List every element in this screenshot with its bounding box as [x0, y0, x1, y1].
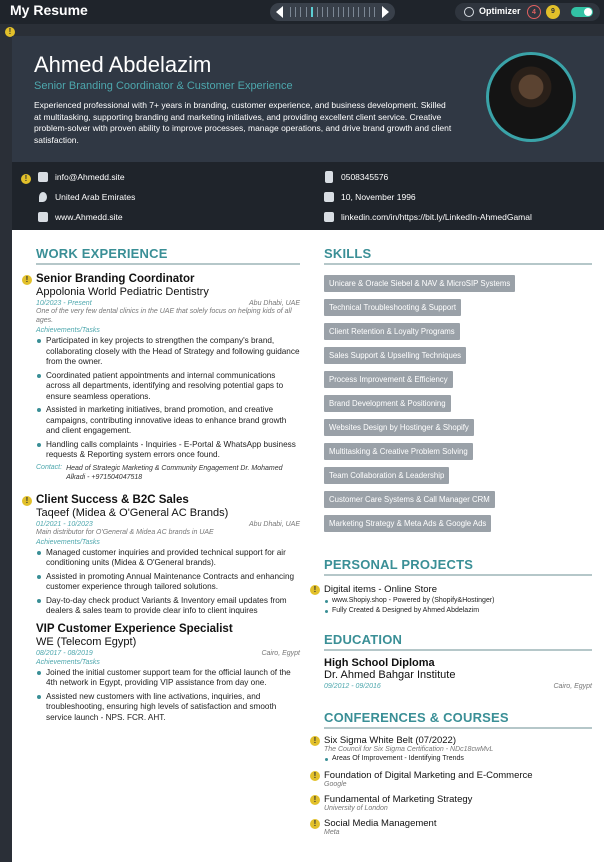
job-bullet: Assisted in marketing initiatives, brand promotion, and creative campaigns, contributing innovative ideas to enhance brand growth and client engagement.: [36, 405, 300, 437]
template-ticks[interactable]: [290, 7, 375, 17]
phone-text: 0508345576: [341, 172, 389, 182]
job-bullet: Assisted in promoting Annual Maintenance Contracts and enhancing customer experience through tailored solutions.: [36, 572, 300, 593]
skill-tag[interactable]: Sales Support & Upselling Techniques: [324, 347, 466, 364]
education-dates: 09/2012 - 09/2016: [324, 683, 381, 690]
optimizer-toggle[interactable]: [571, 7, 593, 17]
optimizer-control[interactable]: [455, 3, 600, 21]
job-title: VIP Customer Experience Specialist: [36, 622, 233, 635]
project-entry[interactable]: [313, 584, 592, 616]
warning-icon[interactable]: !: [21, 174, 31, 184]
candidate-name: Ahmed Abdelazim: [34, 52, 212, 77]
achievements-label: Achievements/Tasks: [36, 327, 100, 334]
job-dates: 08/2017 - 08/2019: [36, 649, 93, 657]
course-entry[interactable]: [313, 818, 592, 836]
cloud-icon: [464, 7, 474, 17]
job-bullet: Day-to-day check product Variants & Inventory email updates from dealers & sales team to provide clear info to client inquires: [36, 596, 300, 617]
email-icon: [38, 172, 48, 182]
skill-tag[interactable]: Technical Troubleshooting & Support: [324, 299, 461, 316]
job-entry[interactable]: [25, 493, 300, 617]
section-divider: [324, 574, 592, 576]
skill-tag[interactable]: Marketing Strategy & Meta Ads & Google Ads: [324, 515, 491, 532]
warning-icon[interactable]: !: [310, 819, 320, 829]
calendar-icon: [324, 192, 334, 202]
job-entry[interactable]: [36, 623, 300, 724]
course-provider: The Council for Six Sigma Certification - NDc18cwMvL: [324, 746, 494, 753]
skill-tag[interactable]: Customer Care Systems & Call Manager CRM: [324, 491, 495, 508]
location-text: United Arab Emirates: [55, 192, 136, 202]
job-bullet: Assisted new customers with line activations, inquiries, and troubleshooting, ensuring high levels of satisfaction and smooth service launch - NPS. FCR. AHT.: [36, 692, 300, 724]
warning-icon[interactable]: !: [5, 27, 15, 37]
warning-icon[interactable]: !: [310, 795, 320, 805]
job-bullet: Participated in key projects to strengthen the company's brand, collaborating closely with the Head of Strategy and following guidance from the owner.: [36, 336, 300, 368]
skill-tag[interactable]: Client Retention & Loyalty Programs: [324, 323, 460, 340]
issue-count-badge[interactable]: 4: [527, 5, 541, 19]
left-column: [25, 246, 300, 726]
right-column: [313, 246, 592, 836]
linkedin-text[interactable]: linkedin.com/in/https://bit.ly/LinkedIn-AhmedGamal: [341, 212, 532, 222]
skills-list: [324, 273, 592, 537]
skill-tag[interactable]: Process Improvement & Efficiency: [324, 371, 453, 388]
job-company: Taqeef (Midea & O'General AC Brands): [36, 506, 229, 519]
section-divider: [36, 263, 300, 265]
warning-icon[interactable]: !: [310, 771, 320, 781]
education-location: Cairo, Egypt: [553, 683, 592, 690]
section-divider: [324, 649, 592, 651]
course-provider: University of London: [324, 805, 388, 812]
section-title-conferences: CONFERENCES & COURSES: [324, 710, 509, 725]
job-entry[interactable]: [25, 273, 300, 482]
website-text[interactable]: www.Ahmedd.site: [55, 212, 123, 222]
skill-tag[interactable]: Team Collaboration & Leadership: [324, 467, 449, 484]
course-entry[interactable]: [313, 794, 592, 812]
project-bullet: www.Shopiy.shop - Powered by (Shopify&Hostinger): [324, 596, 592, 606]
website-icon: [38, 212, 48, 222]
course-title: Social Media Management: [324, 818, 437, 829]
next-template-icon[interactable]: [382, 6, 389, 18]
section-title-projects: PERSONAL PROJECTS: [324, 557, 474, 572]
top-toolbar: [0, 0, 604, 24]
course-bullet: Areas Of Improvement - Identifying Trends: [324, 754, 592, 764]
job-title: Client Success & B2C Sales: [36, 493, 189, 506]
warning-icon[interactable]: !: [310, 585, 320, 595]
job-bullet: Handling calls complaints - Inquiries - E-Portal & WhatsApp business requests & Reporting system errors once found.: [36, 440, 300, 461]
course-provider: Meta: [324, 829, 340, 836]
contact-bar: [12, 162, 604, 230]
job-description: One of the very few dental clinics in the UAE that solely focus on helping kids of all ages.: [36, 308, 292, 324]
achievements-label: Achievements/Tasks: [36, 658, 100, 666]
skill-tag[interactable]: Unicare & Oracle Siebel & NAV & MicroSIP Systems: [324, 275, 515, 292]
summary-text: Experienced professional with 7+ years in branding, customer experience, and business development. Skilled at multitasking, supporting branding and marketing initiatives, and providing excellent client service. Creative problem-solver with proven ability to improve processes, manage operations, and drive brand growth and client satisfaction.: [34, 100, 452, 145]
job-company: Appolonia World Pediatric Dentistry: [36, 286, 209, 298]
achievements-label: Achievements/Tasks: [36, 538, 100, 546]
template-slider[interactable]: [270, 3, 395, 21]
project-title: Digital items - Online Store: [324, 584, 437, 595]
job-bullet: Coordinated patient appointments and internal communications across all departments, identifying and resolving potential gaps to ensure seamless operations.: [36, 371, 300, 403]
reference-contact: Head of Strategic Marketing & Community Engagement Dr. Mohamed Alkadi - +971504047518: [66, 464, 283, 481]
job-description: Main distributor for O'General & Midea AC brands in UAE: [36, 528, 214, 536]
job-dates: 01/2021 - 10/2023: [36, 520, 93, 528]
contact-label: Contact:: [36, 463, 63, 471]
resume-body: [12, 230, 604, 862]
prev-template-icon[interactable]: [276, 6, 283, 18]
section-divider: [324, 263, 592, 265]
warning-icon[interactable]: !: [22, 496, 32, 506]
job-location: Abu Dhabi, UAE: [249, 520, 300, 528]
job-bullet: Joined the initial customer support team for the official launch of the 4th network in Egypt, providing VIP assistance from day one.: [36, 668, 300, 689]
job-bullet: Managed customer inquiries and provided technical support for air conditioning units (Midea & O'General brands).: [36, 548, 300, 569]
app-title: My Resume: [10, 2, 88, 18]
course-title: Fundamental of Marketing Strategy: [324, 794, 473, 805]
course-title: Foundation of Digital Marketing and E-Commerce: [324, 770, 533, 781]
linkedin-icon: [324, 212, 334, 222]
job-dates: 10/2023 - Present: [36, 300, 92, 307]
skill-tag[interactable]: Multitasking & Creative Problem Solving: [324, 443, 473, 460]
job-location: Cairo, Egypt: [261, 649, 300, 657]
email-text[interactable]: info@Ahmedd.site: [55, 172, 125, 182]
course-entry[interactable]: [313, 735, 592, 764]
skill-tag[interactable]: Brand Development & Positioning: [324, 395, 451, 412]
location-icon: [39, 192, 47, 202]
profile-photo[interactable]: [486, 52, 576, 142]
warning-icon[interactable]: !: [22, 275, 32, 285]
skill-tag[interactable]: Websites Design by Hostinger & Shopify: [324, 419, 474, 436]
candidate-role: Senior Branding Coordinator & Customer Experience: [34, 80, 293, 92]
section-divider: [324, 727, 592, 729]
warning-count-badge[interactable]: 9: [546, 5, 560, 19]
education-degree: High School Diploma: [324, 657, 435, 669]
job-company: WE (Telecom Egypt): [36, 635, 137, 648]
birthday-text: 10, November 1996: [341, 192, 416, 202]
resume-header: [12, 36, 604, 162]
education-institute: Dr. Ahmed Bahgar Institute: [324, 669, 456, 681]
course-title: Six Sigma White Belt (07/2022): [324, 735, 457, 746]
job-title: Senior Branding Coordinator: [36, 273, 195, 285]
course-provider: Google: [324, 781, 347, 788]
warning-icon[interactable]: !: [310, 736, 320, 746]
section-title-work: WORK EXPERIENCE: [36, 246, 168, 261]
section-title-skills: SKILLS: [324, 246, 372, 261]
optimizer-label: Optimizer: [479, 6, 521, 16]
course-entry[interactable]: [313, 770, 592, 788]
project-bullet: Fully Created & Designed by Ahmed Abdelazim: [324, 606, 592, 616]
job-location: Abu Dhabi, UAE: [249, 300, 300, 307]
section-title-education: EDUCATION: [324, 632, 403, 647]
phone-icon: [325, 171, 333, 183]
education-entry[interactable]: [324, 657, 592, 690]
